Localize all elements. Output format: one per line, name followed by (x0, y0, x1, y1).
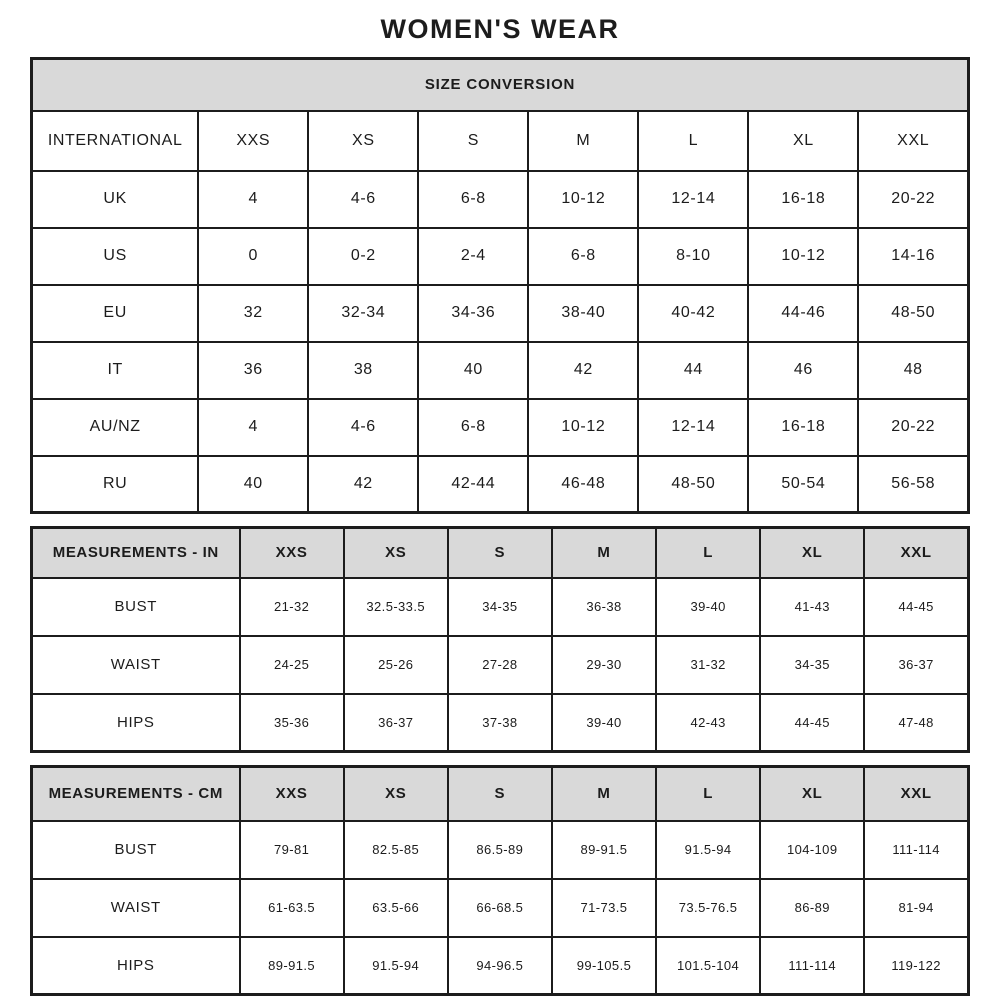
row-label: IT (32, 342, 199, 399)
value-cell: 2-4 (418, 228, 528, 285)
table-row (32, 399, 969, 456)
value-cell: 119-122 (864, 937, 968, 995)
column-header-cell: XS (344, 767, 448, 821)
value-cell: 4 (198, 399, 308, 456)
column-header-cell: L (656, 767, 760, 821)
value-cell: 36-37 (864, 636, 968, 694)
value-cell: 40 (418, 342, 528, 399)
column-header-cell: XXL (864, 528, 968, 578)
value-cell: 42-43 (656, 694, 760, 752)
value-cell: 61-63.5 (240, 879, 344, 937)
value-cell: 73.5-76.5 (656, 879, 760, 937)
value-cell: 44 (638, 342, 748, 399)
table-row (32, 636, 969, 694)
column-header-cell: M (528, 111, 638, 171)
value-cell: 38 (308, 342, 418, 399)
value-cell: 25-26 (344, 636, 448, 694)
value-cell: 63.5-66 (344, 879, 448, 937)
value-cell: 86-89 (760, 879, 864, 937)
row-label: UK (32, 171, 199, 228)
row-label: HIPS (32, 694, 240, 752)
value-cell: 37-38 (448, 694, 552, 752)
value-cell: 46-48 (528, 456, 638, 513)
table-row (32, 694, 969, 752)
value-cell: 10-12 (528, 399, 638, 456)
value-cell: 32 (198, 285, 308, 342)
value-cell: 10-12 (748, 228, 858, 285)
table-row (32, 285, 969, 342)
column-header-row (32, 111, 969, 171)
value-cell: 66-68.5 (448, 879, 552, 937)
row-label: BUST (32, 578, 240, 636)
row-label: AU/NZ (32, 399, 199, 456)
size-conversion-header: SIZE CONVERSION (32, 59, 969, 111)
table-row (32, 228, 969, 285)
column-header-cell: L (638, 111, 748, 171)
value-cell: 6-8 (418, 399, 528, 456)
value-cell: 56-58 (858, 456, 968, 513)
value-cell: 44-45 (864, 578, 968, 636)
value-cell: 79-81 (240, 821, 344, 879)
value-cell: 47-48 (864, 694, 968, 752)
measurements-in-table (30, 526, 970, 753)
value-cell: 48 (858, 342, 968, 399)
value-cell: 86.5-89 (448, 821, 552, 879)
column-header-cell: XL (760, 528, 864, 578)
column-header-cell: XXS (198, 111, 308, 171)
value-cell: 4-6 (308, 399, 418, 456)
value-cell: 46 (748, 342, 858, 399)
value-cell: 44-45 (760, 694, 864, 752)
value-cell: 6-8 (418, 171, 528, 228)
table-row (32, 937, 969, 995)
column-header-cell: XS (344, 528, 448, 578)
value-cell: 10-12 (528, 171, 638, 228)
column-header-cell: XXL (858, 111, 968, 171)
table-row (32, 821, 969, 879)
value-cell: 101.5-104 (656, 937, 760, 995)
value-cell: 20-22 (858, 399, 968, 456)
value-cell: 34-35 (760, 636, 864, 694)
value-cell: 111-114 (864, 821, 968, 879)
value-cell: 6-8 (528, 228, 638, 285)
value-cell: 24-25 (240, 636, 344, 694)
value-cell: 71-73.5 (552, 879, 656, 937)
value-cell: 36-37 (344, 694, 448, 752)
value-cell: 94-96.5 (448, 937, 552, 995)
value-cell: 27-28 (448, 636, 552, 694)
value-cell: 50-54 (748, 456, 858, 513)
size-conversion-body (32, 171, 969, 513)
value-cell: 32.5-33.5 (344, 578, 448, 636)
table-row (32, 342, 969, 399)
value-cell: 0 (198, 228, 308, 285)
value-cell: 34-35 (448, 578, 552, 636)
value-cell: 39-40 (656, 578, 760, 636)
value-cell: 40 (198, 456, 308, 513)
value-cell: 4-6 (308, 171, 418, 228)
value-cell: 42 (528, 342, 638, 399)
column-header-cell: XXS (240, 528, 344, 578)
value-cell: 12-14 (638, 171, 748, 228)
row-label: WAIST (32, 636, 240, 694)
table-banner-row (32, 59, 969, 111)
value-cell: 34-36 (418, 285, 528, 342)
value-cell: 21-32 (240, 578, 344, 636)
column-header-cell: XL (760, 767, 864, 821)
column-header-cell: XS (308, 111, 418, 171)
measurements-cm-body (32, 821, 969, 995)
measurements-cm-header: MEASUREMENTS - CM (32, 767, 240, 821)
value-cell: 41-43 (760, 578, 864, 636)
value-cell: 16-18 (748, 171, 858, 228)
measurements-in-header: MEASUREMENTS - IN (32, 528, 240, 578)
column-header-cell: S (448, 528, 552, 578)
value-cell: 42 (308, 456, 418, 513)
value-cell: 20-22 (858, 171, 968, 228)
value-cell: 32-34 (308, 285, 418, 342)
table-row (32, 879, 969, 937)
value-cell: 39-40 (552, 694, 656, 752)
value-cell: 91.5-94 (344, 937, 448, 995)
column-header-cell: S (448, 767, 552, 821)
table-row (32, 456, 969, 513)
value-cell: 16-18 (748, 399, 858, 456)
value-cell: 0-2 (308, 228, 418, 285)
column-header-cell: XL (748, 111, 858, 171)
size-conversion-table (30, 57, 970, 514)
value-cell: 14-16 (858, 228, 968, 285)
measurements-in-body (32, 578, 969, 752)
row-label: HIPS (32, 937, 240, 995)
row-label: RU (32, 456, 199, 513)
value-cell: 99-105.5 (552, 937, 656, 995)
value-cell: 89-91.5 (552, 821, 656, 879)
value-cell: 82.5-85 (344, 821, 448, 879)
column-header-row (32, 528, 969, 578)
value-cell: 104-109 (760, 821, 864, 879)
column-header-cell: S (418, 111, 528, 171)
value-cell: 8-10 (638, 228, 748, 285)
row-label: EU (32, 285, 199, 342)
row-label: BUST (32, 821, 240, 879)
value-cell: 89-91.5 (240, 937, 344, 995)
value-cell: 4 (198, 171, 308, 228)
value-cell: 48-50 (638, 456, 748, 513)
value-cell: 42-44 (418, 456, 528, 513)
column-header-row (32, 767, 969, 821)
value-cell: 48-50 (858, 285, 968, 342)
value-cell: 36-38 (552, 578, 656, 636)
value-cell: 44-46 (748, 285, 858, 342)
value-cell: 81-94 (864, 879, 968, 937)
value-cell: 91.5-94 (656, 821, 760, 879)
value-cell: 111-114 (760, 937, 864, 995)
value-cell: 29-30 (552, 636, 656, 694)
row-label: WAIST (32, 879, 240, 937)
value-cell: 31-32 (656, 636, 760, 694)
value-cell: 40-42 (638, 285, 748, 342)
column-header-cell: M (552, 528, 656, 578)
table-row (32, 171, 969, 228)
row-label: US (32, 228, 199, 285)
column-header-cell: XXS (240, 767, 344, 821)
value-cell: 12-14 (638, 399, 748, 456)
column-header-cell: M (552, 767, 656, 821)
column-header-cell: XXL (864, 767, 968, 821)
column-header-cell: INTERNATIONAL (32, 111, 199, 171)
value-cell: 38-40 (528, 285, 638, 342)
column-header-cell: L (656, 528, 760, 578)
value-cell: 36 (198, 342, 308, 399)
measurements-cm-table (30, 765, 970, 996)
page-title: WOMEN'S WEAR (380, 14, 620, 44)
table-row (32, 578, 969, 636)
value-cell: 35-36 (240, 694, 344, 752)
